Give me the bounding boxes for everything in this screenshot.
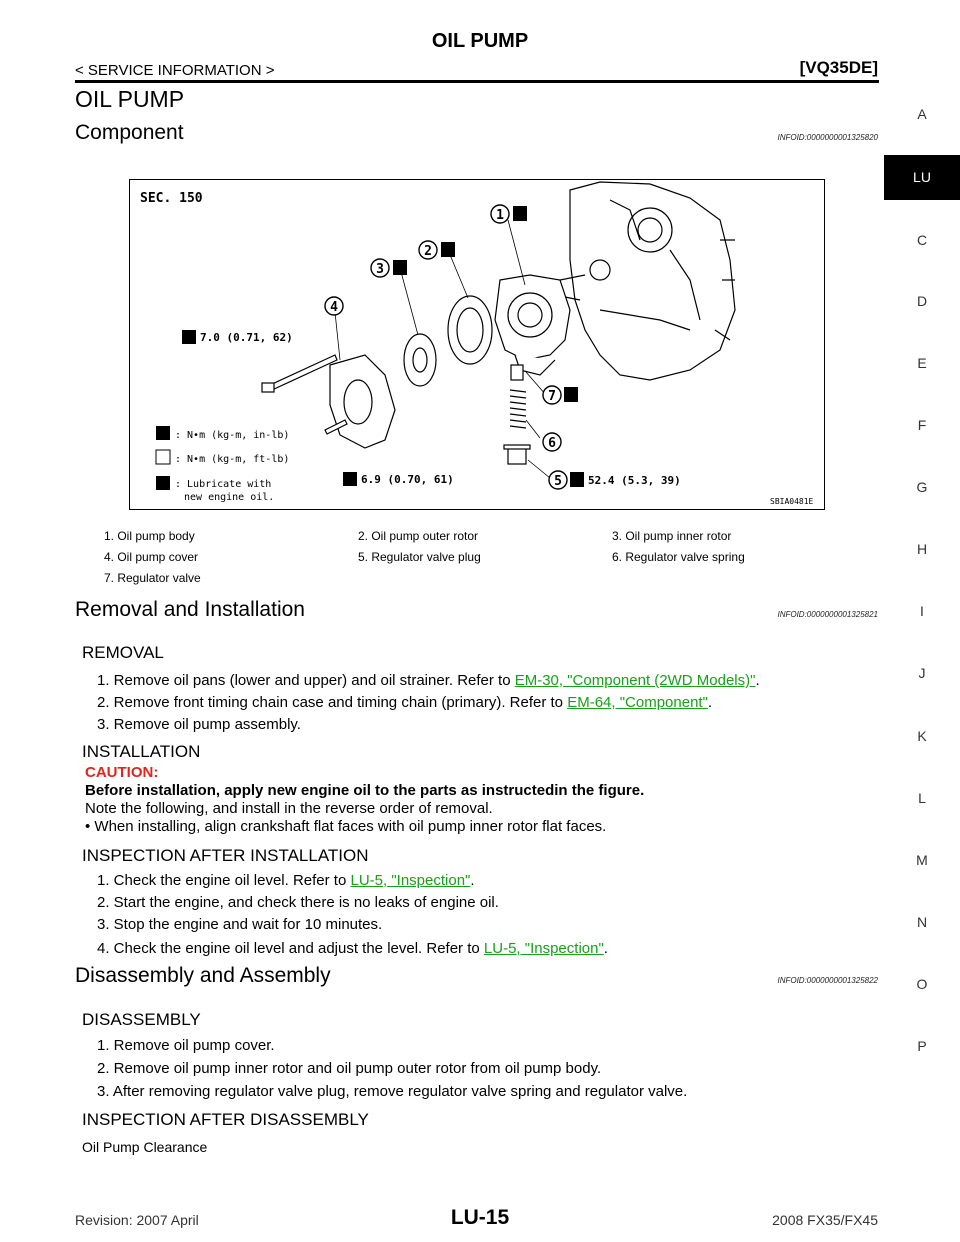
- callout-2-label: 2: [424, 244, 432, 259]
- callout-6-label: 6: [548, 436, 556, 451]
- bullet-text: • When installing, align crankshaft flat faces with oil pump inner rotor flat faces.: [85, 818, 607, 835]
- footer-revision: Revision: 2007 April: [75, 1212, 199, 1228]
- page-number: LU-15: [450, 1206, 510, 1229]
- regulator-valve-illustration: [504, 365, 530, 464]
- callout-2: [419, 241, 455, 259]
- inspection-after-installation-heading: INSPECTION AFTER INSTALLATION: [82, 846, 369, 865]
- legend-item: 4. Oil pump cover: [104, 550, 199, 564]
- side-index-a[interactable]: A: [917, 106, 927, 122]
- disassembly-subheading: DISASSEMBLY: [82, 1010, 201, 1029]
- inner-rotor-illustration: [404, 334, 436, 386]
- caution-label: CAUTION:: [85, 764, 159, 781]
- inspection-step-2: 2. Start the engine, and check there is no leaks of engine oil.: [97, 894, 499, 911]
- page-header-title: OIL PUMP: [431, 30, 529, 52]
- link-lu-5[interactable]: LU-5, "Inspection": [350, 872, 471, 889]
- callout-6: [543, 433, 561, 451]
- torque-wrench-outline-icon: [156, 450, 170, 464]
- side-index-p[interactable]: P: [917, 1038, 927, 1054]
- key-nm-inlb: : N•m (kg-m, in-lb): [175, 430, 290, 441]
- torque-wrench-icon: [156, 426, 170, 440]
- installation-heading: INSTALLATION: [82, 742, 201, 761]
- engine-block-illustration: [555, 182, 735, 380]
- callout-3-label: 3: [376, 262, 384, 277]
- side-index-i[interactable]: I: [920, 603, 924, 619]
- caution-text: Before installation, apply new engine oil to the parts as instructedin the figure.: [85, 782, 645, 799]
- callout-4-label: 4: [330, 300, 338, 315]
- legend-item: 2. Oil pump outer rotor: [358, 529, 479, 543]
- removal-step-2: 2. Remove front timing chain case and timing chain (primary). Refer to EM-64, "Component".: [97, 694, 713, 711]
- callout-1-label: 1: [496, 208, 504, 223]
- removal-step-1: 1. Remove oil pans (lower and upper) and oil strainer. Refer to EM-30, "Component (2WD Models)".: [97, 672, 760, 689]
- side-index-h[interactable]: H: [916, 541, 928, 557]
- link-lu-5[interactable]: LU-5, "Inspection": [483, 940, 604, 957]
- key-lubricate-2: new engine oil.: [184, 492, 275, 503]
- oil-pump-exploded-figure: [129, 179, 825, 510]
- oil-pump-clearance-subheading: Oil Pump Clearance: [82, 1139, 208, 1155]
- removal-step-3: 3. Remove oil pump assembly.: [97, 716, 301, 733]
- callout-1: [491, 205, 527, 223]
- legend-item: 5. Regulator valve plug: [358, 550, 481, 564]
- component-infoid: INFOID:0000000001325820: [777, 133, 878, 142]
- callout-4: [325, 297, 343, 315]
- removal-heading: REMOVAL: [82, 643, 164, 662]
- disassembly-infoid: INFOID:0000000001325822: [777, 976, 878, 985]
- oil-pump-body-illustration: [495, 275, 570, 375]
- removal-installation-heading: Removal and Installation: [75, 598, 305, 621]
- side-index-g[interactable]: G: [916, 479, 928, 495]
- component-heading: Component: [75, 121, 184, 144]
- side-index-n[interactable]: N: [916, 914, 928, 930]
- torque-wrench-icon: [182, 330, 196, 344]
- link-em-30[interactable]: EM-30, "Component (2WD Models)": [514, 672, 756, 689]
- key-nm-ftlb: : N•m (kg-m, ft-lb): [175, 454, 290, 465]
- side-index-l[interactable]: L: [918, 790, 926, 806]
- inspection-step-3: 3. Stop the engine and wait for 10 minutes.: [97, 916, 383, 933]
- footer-model: 2008 FX35/FX45: [772, 1212, 878, 1228]
- callout-7: [543, 386, 578, 404]
- figure-drawing: [130, 180, 824, 509]
- disassembly-step-2: 2. Remove oil pump inner rotor and oil pump outer rotor from oil pump body.: [97, 1060, 602, 1077]
- side-index-m[interactable]: M: [916, 852, 928, 868]
- legend-item: 7. Regulator valve: [104, 571, 201, 585]
- side-index-lu[interactable]: LU: [884, 155, 960, 200]
- page-heading: OIL PUMP: [75, 86, 185, 112]
- side-index-k[interactable]: K: [917, 728, 927, 744]
- disassembly-step-3: 3. After removing regulator valve plug, remove regulator valve spring and regulator valve.: [97, 1083, 688, 1100]
- header-rule: [75, 80, 879, 83]
- side-index-o[interactable]: O: [916, 976, 928, 992]
- legend-item: 3. Oil pump inner rotor: [612, 529, 732, 543]
- oil-can-icon: [156, 476, 170, 490]
- sec-label: SEC. 150: [140, 191, 203, 206]
- torque-mid-label: 6.9 (0.70, 61): [361, 473, 454, 486]
- key-lubricate-1: : Lubricate with: [175, 479, 272, 490]
- disassembly-heading: Disassembly and Assembly: [75, 964, 331, 987]
- side-index-e[interactable]: E: [917, 355, 927, 371]
- disassembly-step-1: 1. Remove oil pump cover.: [97, 1037, 275, 1054]
- inspection-after-disassembly-heading: INSPECTION AFTER DISASSEMBLY: [82, 1110, 369, 1129]
- torque-plug-label: 52.4 (5.3, 39): [588, 474, 681, 487]
- torque-wrench-icon: [343, 472, 357, 486]
- callout-3: [371, 259, 407, 277]
- side-index-c[interactable]: C: [916, 232, 928, 248]
- removal-installation-infoid: INFOID:0000000001325821: [777, 610, 878, 619]
- legend-item: 6. Regulator valve spring: [612, 550, 745, 564]
- torque-top-label: 7.0 (0.71, 62): [200, 331, 293, 344]
- inspection-step-4: 4. Check the engine oil level and adjust the level. Refer to LU-5, "Inspection".: [97, 940, 608, 957]
- link-em-64[interactable]: EM-64, "Component": [567, 694, 708, 711]
- side-index-d[interactable]: D: [916, 293, 928, 309]
- outer-rotor-illustration: [448, 296, 492, 364]
- pump-cover-illustration: [330, 355, 395, 448]
- section-label: < SERVICE INFORMATION >: [75, 62, 275, 79]
- side-index-j[interactable]: J: [918, 665, 926, 681]
- engine-code: [VQ35DE]: [799, 58, 878, 77]
- note-text: Note the following, and install in the reverse order of removal.: [85, 800, 493, 817]
- side-index-f[interactable]: F: [917, 417, 927, 433]
- callout-5: [549, 471, 584, 489]
- inspection-step-1: 1. Check the engine oil level. Refer to LU-5, "Inspection".: [97, 872, 475, 889]
- callout-5-label: 5: [554, 474, 562, 489]
- callout-7-label: 7: [548, 389, 556, 404]
- legend-item: 1. Oil pump body: [104, 529, 195, 543]
- figure-code: SBIA0481E: [770, 497, 814, 506]
